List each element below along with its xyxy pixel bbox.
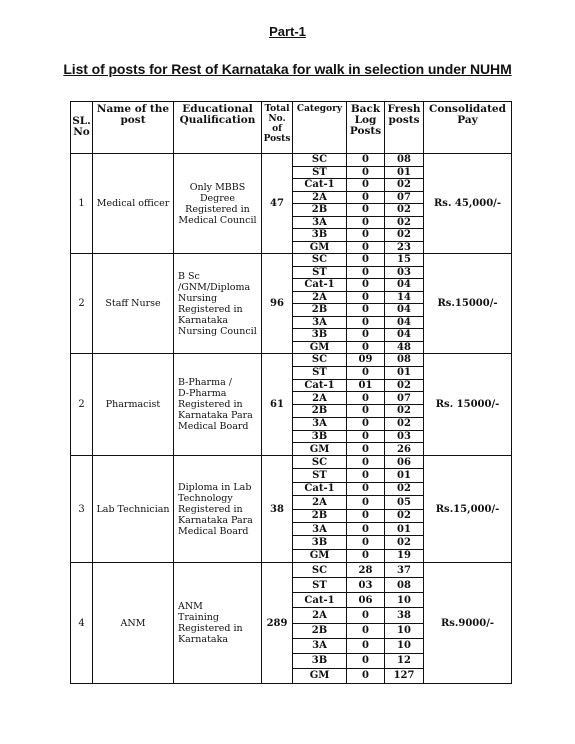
backlog-cell: 0 xyxy=(347,366,385,379)
fresh-cell: 127 xyxy=(385,668,424,683)
category-row xyxy=(71,254,512,267)
category-cell: 2A xyxy=(293,191,347,204)
total-posts: 61 xyxy=(262,354,293,456)
category-cell: SC xyxy=(293,354,347,367)
category-cell: 2B xyxy=(293,405,347,418)
qualification-line: Training xyxy=(178,612,219,623)
category-row xyxy=(71,154,512,167)
qualification xyxy=(174,563,262,684)
backlog-cell: 0 xyxy=(347,216,385,229)
page-heading: List of posts for Rest of Karnataka for walk in selection under NUHM xyxy=(63,61,512,77)
fresh-cell: 10 xyxy=(385,593,424,608)
category-cell: 3A xyxy=(293,522,347,535)
qualification-line: Diploma in Lab xyxy=(178,481,252,493)
category-row xyxy=(71,354,512,367)
fresh-cell: 02 xyxy=(385,417,424,430)
qualification-line: /GNM/Diploma xyxy=(178,281,251,293)
category-cell: 3A xyxy=(293,216,347,229)
qualification-line: Karnataka Para xyxy=(178,514,253,526)
fresh-cell: 05 xyxy=(385,496,424,509)
fresh-cell: 23 xyxy=(385,241,424,254)
category-cell: ST xyxy=(293,366,347,379)
post-name: Pharmacist xyxy=(93,354,174,456)
fresh-cell: 15 xyxy=(385,254,424,267)
fresh-cell: 12 xyxy=(385,653,424,668)
backlog-cell: 0 xyxy=(347,154,385,167)
category-cell: Cat-1 xyxy=(293,379,347,392)
fresh-cell: 03 xyxy=(385,266,424,279)
category-cell: SC xyxy=(293,154,347,167)
total-posts: 47 xyxy=(262,154,293,254)
fresh-cell: 01 xyxy=(385,522,424,535)
fresh-cell: 02 xyxy=(385,509,424,522)
fresh-cell: 07 xyxy=(385,191,424,204)
backlog-cell: 0 xyxy=(347,469,385,482)
category-row xyxy=(71,456,512,469)
category-cell: ST xyxy=(293,266,347,279)
fresh-cell: 10 xyxy=(385,638,424,653)
qualification-line: Degree xyxy=(199,192,236,204)
sl-number: 2 xyxy=(71,254,93,354)
backlog-cell: 0 xyxy=(347,329,385,342)
fresh-cell: 01 xyxy=(385,469,424,482)
fresh-cell: 02 xyxy=(385,536,424,549)
fresh-cell: 04 xyxy=(385,304,424,317)
backlog-cell: 0 xyxy=(347,405,385,418)
backlog-cell: 0 xyxy=(347,608,385,623)
backlog-cell: 0 xyxy=(347,254,385,267)
fresh-cell: 02 xyxy=(385,179,424,192)
category-cell: GM xyxy=(293,668,347,683)
backlog-cell: 0 xyxy=(347,166,385,179)
qualification-line: Karnataka xyxy=(178,314,228,326)
fresh-cell: 26 xyxy=(385,443,424,456)
backlog-cell: 0 xyxy=(347,549,385,562)
category-cell: GM xyxy=(293,443,347,456)
qualification-line: Medical Board xyxy=(178,525,249,537)
qualification-line: Nursing Council xyxy=(178,325,257,337)
category-cell: Cat-1 xyxy=(293,279,347,292)
qualification-line: Karnataka xyxy=(178,634,228,645)
consolidated-pay: Rs.15,000/- xyxy=(424,456,512,563)
total-posts: 96 xyxy=(262,254,293,354)
backlog-cell: 0 xyxy=(347,266,385,279)
col-header-name: Name of the post xyxy=(93,102,174,154)
qualification-line: Registered in xyxy=(185,203,250,215)
backlog-cell: 0 xyxy=(347,179,385,192)
qualification-line: Medical Council xyxy=(178,214,257,226)
category-cell: Cat-1 xyxy=(293,593,347,608)
col-header-backlog: Back Log Posts xyxy=(347,102,385,154)
category-cell: 3B xyxy=(293,653,347,668)
category-cell: 3A xyxy=(293,316,347,329)
backlog-cell: 0 xyxy=(347,191,385,204)
category-cell: ST xyxy=(293,469,347,482)
qualification-line: Registered in xyxy=(178,399,243,410)
category-cell: SC xyxy=(293,456,347,469)
fresh-cell: 02 xyxy=(385,216,424,229)
qualification-line: Karnataka Para xyxy=(178,410,253,421)
backlog-cell: 0 xyxy=(347,241,385,254)
post-name: Staff Nurse xyxy=(93,254,174,354)
fresh-cell: 02 xyxy=(385,379,424,392)
fresh-cell: 08 xyxy=(385,578,424,593)
fresh-cell: 01 xyxy=(385,366,424,379)
category-cell: 2B xyxy=(293,623,347,638)
col-header-category: Category xyxy=(293,102,347,154)
fresh-cell: 04 xyxy=(385,329,424,342)
backlog-cell: 0 xyxy=(347,482,385,495)
category-cell: 3A xyxy=(293,638,347,653)
category-cell: Cat-1 xyxy=(293,179,347,192)
backlog-cell: 0 xyxy=(347,430,385,443)
fresh-cell: 48 xyxy=(385,341,424,354)
backlog-cell: 0 xyxy=(347,291,385,304)
backlog-cell: 0 xyxy=(347,229,385,242)
fresh-cell: 03 xyxy=(385,430,424,443)
total-posts: 289 xyxy=(262,563,293,684)
category-cell: 3B xyxy=(293,229,347,242)
col-header-pay: Consolidated Pay xyxy=(424,102,512,154)
sl-number: 2 xyxy=(71,354,93,456)
sl-number: 1 xyxy=(71,154,93,254)
total-posts: 38 xyxy=(262,456,293,563)
backlog-cell: 0 xyxy=(347,392,385,405)
fresh-cell: 06 xyxy=(385,456,424,469)
category-cell: 3B xyxy=(293,430,347,443)
category-cell: SC xyxy=(293,563,347,578)
consolidated-pay: Rs.9000/- xyxy=(424,563,512,684)
qualification-line: Technology xyxy=(178,492,233,504)
qualification-line: B-Pharma / xyxy=(178,377,232,388)
backlog-cell: 0 xyxy=(347,536,385,549)
category-cell: GM xyxy=(293,341,347,354)
fresh-cell: 19 xyxy=(385,549,424,562)
category-cell: 2A xyxy=(293,392,347,405)
fresh-cell: 14 xyxy=(385,291,424,304)
backlog-cell: 01 xyxy=(347,379,385,392)
col-header-fresh: Fresh posts xyxy=(385,102,424,154)
category-cell: GM xyxy=(293,241,347,254)
fresh-cell: 10 xyxy=(385,623,424,638)
backlog-cell: 06 xyxy=(347,593,385,608)
backlog-cell: 0 xyxy=(347,304,385,317)
qualification-line: Nursing xyxy=(178,292,218,304)
category-row xyxy=(71,563,512,578)
sl-number: 3 xyxy=(71,456,93,563)
category-cell: 2A xyxy=(293,291,347,304)
category-cell: 2B xyxy=(293,204,347,217)
col-header-total: Total No. of Posts xyxy=(262,102,293,154)
col-header-sl: SL. No xyxy=(71,102,93,154)
fresh-cell: 02 xyxy=(385,482,424,495)
backlog-cell: 0 xyxy=(347,668,385,683)
fresh-cell: 04 xyxy=(385,279,424,292)
category-cell: 2B xyxy=(293,509,347,522)
category-cell: Cat-1 xyxy=(293,482,347,495)
fresh-cell: 02 xyxy=(385,229,424,242)
fresh-cell: 04 xyxy=(385,316,424,329)
fresh-cell: 07 xyxy=(385,392,424,405)
qualification xyxy=(174,254,262,354)
backlog-cell: 28 xyxy=(347,563,385,578)
post-name: Lab Technician xyxy=(93,456,174,563)
backlog-cell: 0 xyxy=(347,456,385,469)
sl-number: 4 xyxy=(71,563,93,684)
qualification xyxy=(174,154,262,254)
qualification xyxy=(174,354,262,456)
backlog-cell: 0 xyxy=(347,653,385,668)
category-cell: GM xyxy=(293,549,347,562)
post-name: ANM xyxy=(93,563,174,684)
backlog-cell: 0 xyxy=(347,443,385,456)
consolidated-pay: Rs.15000/- xyxy=(424,254,512,354)
backlog-cell: 0 xyxy=(347,522,385,535)
fresh-cell: 37 xyxy=(385,563,424,578)
category-cell: 3B xyxy=(293,536,347,549)
category-cell: SC xyxy=(293,254,347,267)
consolidated-pay: Rs. 15000/- xyxy=(424,354,512,456)
fresh-cell: 08 xyxy=(385,354,424,367)
category-cell: 2B xyxy=(293,304,347,317)
backlog-cell: 09 xyxy=(347,354,385,367)
backlog-cell: 03 xyxy=(347,578,385,593)
backlog-cell: 0 xyxy=(347,496,385,509)
qualification-line: B Sc xyxy=(178,270,200,282)
qualification-line: Only MBBS xyxy=(189,181,246,193)
backlog-cell: 0 xyxy=(347,204,385,217)
backlog-cell: 0 xyxy=(347,623,385,638)
fresh-cell: 02 xyxy=(385,405,424,418)
category-cell: ST xyxy=(293,166,347,179)
backlog-cell: 0 xyxy=(347,638,385,653)
qualification-line: Registered in xyxy=(178,623,243,634)
part-title: Part-1 xyxy=(269,24,306,39)
qualification-line: D-Pharma xyxy=(178,388,227,399)
consolidated-pay: Rs. 45,000/- xyxy=(424,154,512,254)
backlog-cell: 0 xyxy=(347,279,385,292)
fresh-cell: 01 xyxy=(385,166,424,179)
fresh-cell: 38 xyxy=(385,608,424,623)
category-cell: 2A xyxy=(293,496,347,509)
qualification-line: Registered in xyxy=(178,303,243,315)
qualification-line: ANM xyxy=(178,601,203,612)
post-name: Medical officer xyxy=(93,154,174,254)
qualification-line: Medical Board xyxy=(178,421,249,432)
col-header-qualification: Educational Qualification xyxy=(174,102,262,154)
category-cell: 3A xyxy=(293,417,347,430)
backlog-cell: 0 xyxy=(347,417,385,430)
qualification-line: Registered in xyxy=(178,503,243,515)
posts-table xyxy=(70,101,512,684)
fresh-cell: 02 xyxy=(385,204,424,217)
backlog-cell: 0 xyxy=(347,509,385,522)
backlog-cell: 0 xyxy=(347,341,385,354)
category-cell: 2A xyxy=(293,608,347,623)
category-cell: 3B xyxy=(293,329,347,342)
backlog-cell: 0 xyxy=(347,316,385,329)
qualification xyxy=(174,456,262,563)
category-cell: ST xyxy=(293,578,347,593)
fresh-cell: 08 xyxy=(385,154,424,167)
